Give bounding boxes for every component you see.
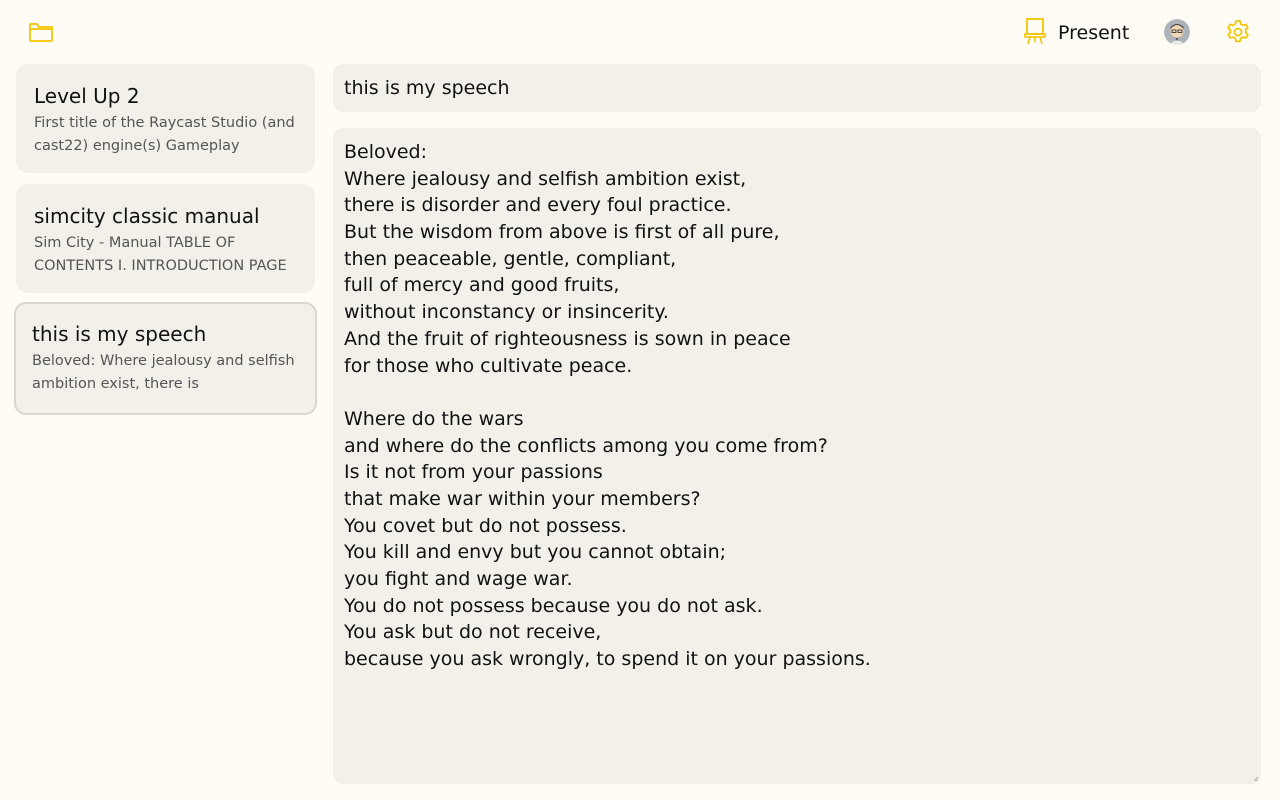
document-list — [16, 64, 316, 426]
document-snippet: Beloved: Where jealousy and selfish ambition exist, there is — [32, 353, 295, 392]
document-body-editor[interactable] — [333, 128, 1261, 784]
body-line: But the wisdom from above is first of all pure, — [344, 221, 780, 244]
document-title-field[interactable] — [333, 64, 1261, 112]
body-line: You ask but do not receive, — [344, 621, 602, 644]
body-line: Is it not from your passions — [344, 461, 603, 484]
body-line: that make war within your members? — [344, 487, 701, 510]
body-line: for those who cultivate peace. — [344, 354, 633, 377]
body-line — [344, 379, 1250, 406]
document-card-simcity-manual[interactable] — [16, 184, 315, 293]
document-title: simcity classic manual — [34, 204, 260, 228]
body-line: because you ask wrongly, to spend it on your passions. — [344, 648, 871, 671]
body-line: You do not possess because you do not ask. — [344, 594, 763, 617]
folder-icon[interactable] — [26, 18, 56, 46]
body-line: full of mercy and good fruits, — [344, 274, 620, 297]
body-line: Where jealousy and selfish ambition exist, — [344, 167, 747, 190]
body-line: then peaceable, gentle, compliant, — [344, 247, 677, 270]
document-title: Level Up 2 — [34, 84, 140, 108]
body-line: there is disorder and every foul practice. — [344, 194, 732, 217]
document-snippet: Sim City - Manual TABLE OF CONTENTS I. INTRODUCTION PAGE — [34, 235, 287, 274]
document-card-level-up-2[interactable] — [16, 64, 315, 173]
user-avatar[interactable] — [1164, 19, 1190, 45]
body-line: Where do the wars — [344, 407, 524, 430]
body-line: and where do the conflicts among you come from? — [344, 434, 828, 457]
present-label: Present — [1058, 22, 1130, 44]
body-line: You covet but do not possess. — [344, 514, 627, 537]
resize-grip-icon[interactable] — [1253, 776, 1259, 782]
body-line: you fight and wage war. — [344, 568, 573, 590]
body-line: without inconstancy or insincerity. — [344, 301, 669, 324]
document-body-text — [344, 139, 1250, 673]
document-title-text: this is my speech — [344, 77, 510, 99]
document-card-my-speech[interactable] — [14, 302, 317, 415]
gear-icon[interactable] — [1224, 18, 1252, 46]
body-line: Beloved: — [344, 141, 428, 163]
body-line: And the fruit of righteousness is sown in peace — [344, 327, 791, 350]
present-button[interactable] — [1022, 16, 1129, 50]
body-line: You kill and envy but you cannot obtain; — [344, 541, 727, 564]
document-title: this is my speech — [32, 322, 207, 346]
top-toolbar — [0, 0, 1280, 64]
easel-icon — [1022, 16, 1048, 50]
document-snippet: First title of the Raycast Studio (and cast22) engine(s) Gameplay — [34, 115, 295, 154]
